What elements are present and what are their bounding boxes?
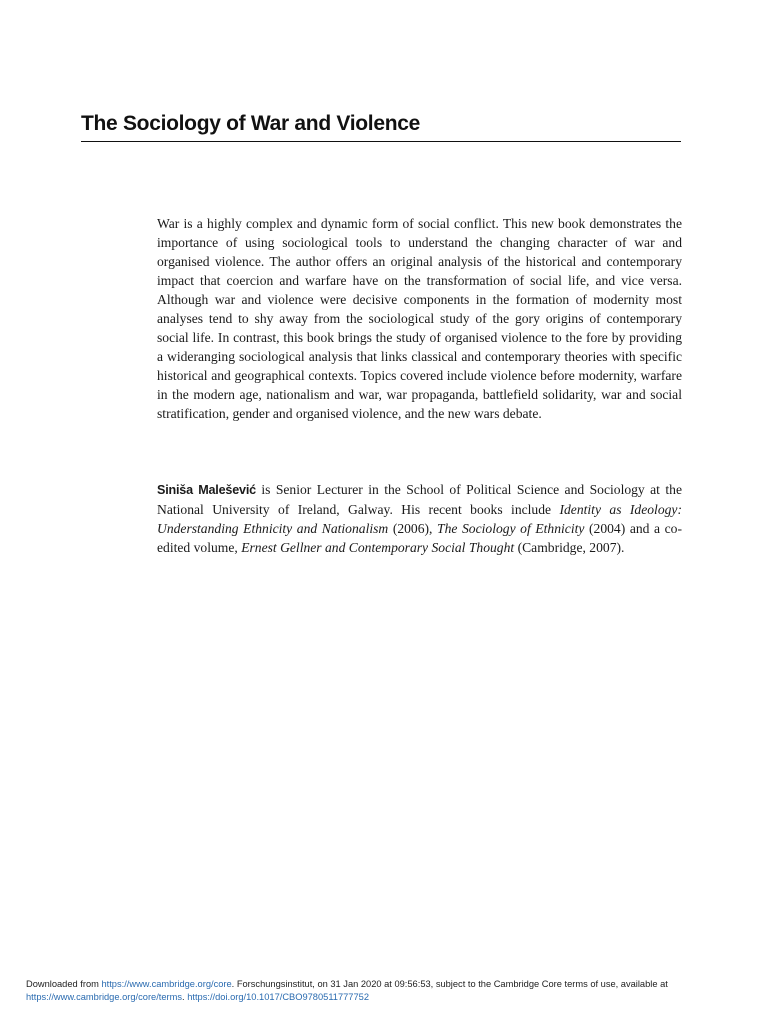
page-title: The Sociology of War and Violence (81, 112, 420, 135)
book-title-identity-as-ideology: Identity as Ideology: Understanding Ethnicity and Nationalism (157, 502, 682, 536)
title-divider (81, 141, 681, 142)
footer-text: Downloaded from (26, 979, 102, 989)
book-description: War is a highly complex and dynamic form of social conflict. This new book demonstrates the importance of using sociological tools to understand the changing character of war and organised violence. The author offers an original analysis of the historical and contemporary impact that coercion and warfare have on the transformation of social life, and vice versa. Although war and violence were decisive components in the formation of modernity most analyses tend to shy away from the sociological study of the gory origins of contemporary social life. In contrast, this book brings the study of organised violence to the fore by providing a wideranging sociological analysis that links classical and contemporary theories with specific historical and geographical contexts. Topics covered include violence before modernity, warfare in the modern age, nationalism and war, war propaganda, battlefield solidarity, war and social stratification, gender and organised violence, and the new wars debate. (157, 216, 682, 421)
author-bio-text: (2004) and a co-edited volume, (157, 521, 682, 555)
footer-text: . Forschungsinstitut, on 31 Jan 2020 at 09:56:53, subject to the Cambridge Core terms of use, available at (231, 979, 668, 989)
book-title-ernest-gellner: Ernest Gellner and Contemporary Social Thought (241, 540, 515, 555)
book-title-sociology-of-ethnicity: The Sociology of Ethnicity (437, 521, 585, 536)
author-bio (157, 480, 682, 557)
author-bio-text: (Cambridge, 2007). (514, 540, 625, 555)
core-link[interactable]: https://www.cambridge.org/core (101, 979, 232, 989)
author-name: Siniša Malešević (157, 483, 256, 497)
doi-link[interactable]: https://doi.org/10.1017/CBO9780511777752 (187, 991, 369, 1002)
footer-separator: . (182, 991, 188, 1002)
author-bio-text: (2006), (388, 521, 438, 536)
terms-link[interactable]: https://www.cambridge.org/core/terms (26, 991, 183, 1002)
author-bio-text: is Senior Lecturer in the School of Political Science and Sociology at the National University of Ireland, Galway. His recent books include (157, 482, 682, 517)
download-footer (26, 978, 746, 1003)
